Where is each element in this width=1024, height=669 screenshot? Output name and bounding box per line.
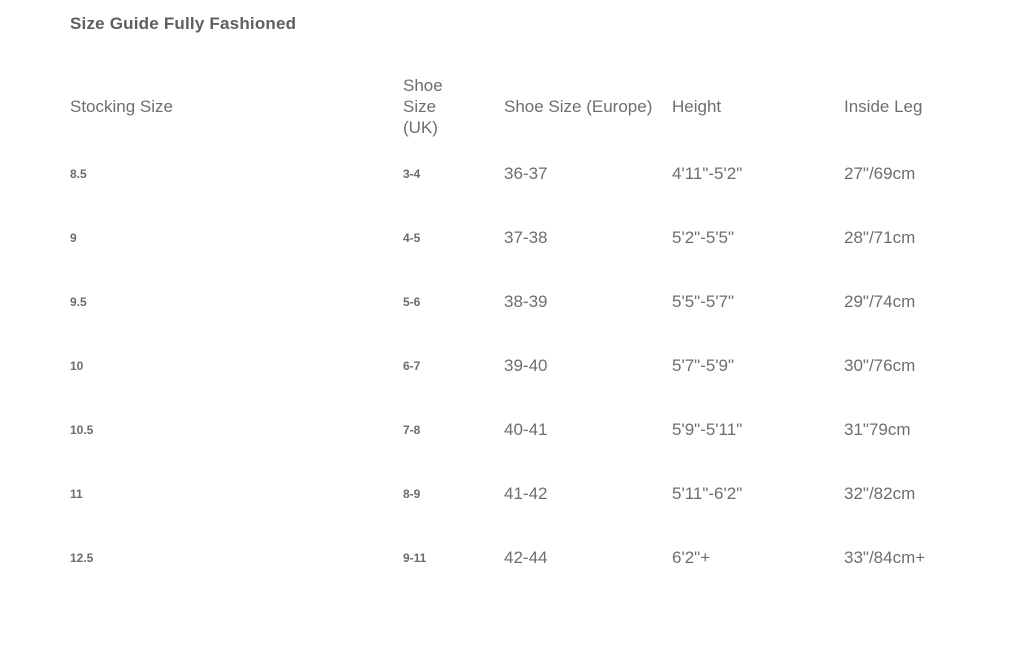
cell-shoe-size-uk: 5-6 xyxy=(403,295,421,309)
cell-shoe-size-uk: 3-4 xyxy=(403,167,421,181)
cell-stocking-size: 10.5 xyxy=(70,423,94,437)
table-row xyxy=(70,526,960,590)
cell-height: 4'11"-5'2" xyxy=(672,164,743,183)
column-header-shoe-size-europe-label: Shoe Size (Europe) xyxy=(504,96,653,116)
cell-shoe-size-europe: 40-41 xyxy=(504,420,548,439)
table-row xyxy=(70,270,960,334)
table-row xyxy=(70,398,960,462)
table-row xyxy=(70,334,960,398)
table-row xyxy=(70,142,960,206)
cell-shoe-size-europe: 39-40 xyxy=(504,356,548,375)
cell-stocking-size: 9 xyxy=(70,231,77,245)
cell-inside-leg: 28"/71cm xyxy=(844,228,916,247)
table-row xyxy=(70,462,960,526)
cell-height: 5'9"-5'11" xyxy=(672,420,743,439)
cell-shoe-size-europe: 36-37 xyxy=(504,164,548,183)
cell-inside-leg: 33"/84cm+ xyxy=(844,548,926,567)
cell-stocking-size: 12.5 xyxy=(70,551,94,565)
cell-height: 6'2"+ xyxy=(672,548,711,567)
cell-height: 5'2"-5'5" xyxy=(672,228,735,247)
table-row xyxy=(70,206,960,270)
size-guide-table xyxy=(70,70,960,590)
cell-shoe-size-europe: 37-38 xyxy=(504,228,548,247)
column-header-inside-leg: Inside Leg xyxy=(844,96,923,116)
cell-height: 5'7"-5'9" xyxy=(672,356,735,375)
cell-shoe-size-europe: 38-39 xyxy=(504,292,548,311)
table-header-row xyxy=(70,70,960,142)
cell-height: 5'5"-5'7" xyxy=(672,292,735,311)
cell-shoe-size-uk: 6-7 xyxy=(403,359,421,373)
page-title: Size Guide Fully Fashioned xyxy=(70,14,297,33)
cell-stocking-size: 10 xyxy=(70,359,84,373)
cell-stocking-size: 8.5 xyxy=(70,167,87,181)
cell-inside-leg: 27"/69cm xyxy=(844,164,916,183)
cell-shoe-size-uk: 7-8 xyxy=(403,423,421,437)
cell-inside-leg: 32"/82cm xyxy=(844,484,916,503)
column-header-shoe-size-europe xyxy=(504,70,672,142)
cell-inside-leg: 31"79cm xyxy=(844,420,911,439)
column-header-shoe-size-uk-label: Shoe Size (UK) xyxy=(403,75,443,137)
cell-height: 5'11"-6'2" xyxy=(672,484,743,503)
cell-stocking-size: 11 xyxy=(70,487,83,501)
cell-shoe-size-europe: 42-44 xyxy=(504,548,548,567)
cell-inside-leg: 29"/74cm xyxy=(844,292,916,311)
cell-shoe-size-uk: 9-11 xyxy=(403,551,427,565)
column-header-stocking-size: Stocking Size xyxy=(70,96,173,116)
cell-shoe-size-uk: 4-5 xyxy=(403,231,421,245)
cell-shoe-size-uk: 8-9 xyxy=(403,487,421,501)
column-header-shoe-size-uk xyxy=(403,70,504,142)
cell-inside-leg: 30"/76cm xyxy=(844,356,916,375)
cell-stocking-size: 9.5 xyxy=(70,295,87,309)
cell-shoe-size-europe: 41-42 xyxy=(504,484,548,503)
column-header-height: Height xyxy=(672,96,722,116)
